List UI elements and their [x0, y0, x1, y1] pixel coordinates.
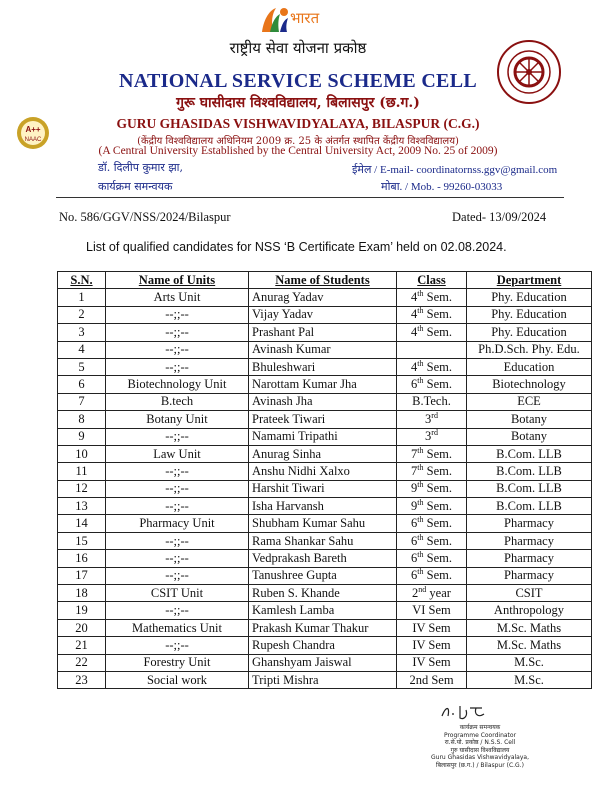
cell-department: Botany — [467, 411, 592, 428]
table-row — [58, 376, 592, 393]
cell-sn: 7 — [58, 393, 106, 410]
email-line: ईमेल / E-mail- coordinatornss.ggv@gmail.com — [352, 164, 558, 176]
header-class: Class — [397, 272, 467, 289]
table-row — [58, 637, 592, 654]
table-row — [58, 289, 592, 306]
cell-sn: 5 — [58, 358, 106, 375]
cell-student: Avinash Jha — [249, 393, 397, 410]
cell-student: Vijay Yadav — [249, 306, 397, 323]
hindi-cell-title: राष्ट्रीय सेवा योजना प्रकोष्ठ — [229, 39, 367, 57]
cell-student: Prateek Tiwari — [249, 411, 397, 428]
table-row — [58, 341, 592, 358]
candidates-table — [57, 271, 592, 689]
list-title: List of qualified candidates for NSS ‘B Certificate Exam’ held on 02.08.2024. — [86, 240, 507, 254]
cell-department: Phy. Education — [467, 306, 592, 323]
cell-unit: Social work — [106, 671, 249, 688]
cell-department: Ph.D.Sch. Phy. Edu. — [467, 341, 592, 358]
cell-unit: --;;-- — [106, 550, 249, 567]
cell-department: B.Com. LLB — [467, 498, 592, 515]
cell-class: 3rd — [397, 428, 467, 445]
cell-sn: 16 — [58, 550, 106, 567]
cell-student: Prashant Pal — [249, 324, 397, 341]
cell-unit: --;;-- — [106, 602, 249, 619]
cell-sn: 14 — [58, 515, 106, 532]
stamp-univ: Guru Ghasidas Vishwavidyalaya, — [431, 754, 529, 761]
header-student: Name of Students — [249, 272, 397, 289]
cell-class: 6th Sem. — [397, 532, 467, 549]
table-row — [58, 567, 592, 584]
cell-student: Rama Shankar Sahu — [249, 532, 397, 549]
table-row — [58, 480, 592, 497]
cell-sn: 23 — [58, 671, 106, 688]
cell-unit: --;;-- — [106, 567, 249, 584]
cell-department: M.Sc. Maths — [467, 619, 592, 636]
english-act-line: (A Central University Established by the Central University Act, 2009 No. 25 of 2009) — [98, 145, 498, 157]
cell-class: IV Sem — [397, 637, 467, 654]
cell-class: 9th Sem. — [397, 480, 467, 497]
cell-unit: --;;-- — [106, 463, 249, 480]
signature-icon — [438, 702, 498, 724]
cell-student: Shubham Kumar Sahu — [249, 515, 397, 532]
cell-sn: 1 — [58, 289, 106, 306]
cell-sn: 4 — [58, 341, 106, 358]
cell-student: Anurag Sinha — [249, 445, 397, 462]
table-row — [58, 550, 592, 567]
svg-text:NAAC: NAAC — [24, 137, 42, 143]
cell-department: Botany — [467, 428, 592, 445]
bharat-logo-text: भारत — [290, 9, 320, 27]
cell-unit: --;;-- — [106, 341, 249, 358]
cell-class: 3rd — [397, 411, 467, 428]
cell-unit: --;;-- — [106, 306, 249, 323]
cell-class: 7th Sem. — [397, 445, 467, 462]
stamp-cell: रा.से.यो. प्रकोष्ठ / N.S.S. Cell — [444, 739, 516, 746]
table-row — [58, 498, 592, 515]
cell-department: B.Com. LLB — [467, 463, 592, 480]
header-unit: Name of Units — [106, 272, 249, 289]
cell-unit: CSIT Unit — [106, 585, 249, 602]
cell-department: Pharmacy — [467, 550, 592, 567]
cell-sn: 3 — [58, 324, 106, 341]
cell-sn: 22 — [58, 654, 106, 671]
cell-unit: --;;-- — [106, 480, 249, 497]
cell-sn: 6 — [58, 376, 106, 393]
cell-department: ECE — [467, 393, 592, 410]
cell-unit: Botany Unit — [106, 411, 249, 428]
table-row — [58, 324, 592, 341]
header-department: Department — [467, 272, 592, 289]
cell-student: Tanushree Gupta — [249, 567, 397, 584]
cell-class: IV Sem — [397, 654, 467, 671]
cell-department: Education — [467, 358, 592, 375]
cell-department: M.Sc. — [467, 671, 592, 688]
table-row — [58, 602, 592, 619]
header-sn: S.N. — [58, 272, 106, 289]
coordinator-title: कार्यक्रम समन्वयक — [98, 180, 173, 193]
cell-student: Kamlesh Lamba — [249, 602, 397, 619]
table-row — [58, 532, 592, 549]
cell-sn: 21 — [58, 637, 106, 654]
coordinator-signature-stamp — [420, 702, 560, 782]
cell-student: Namami Tripathi — [249, 428, 397, 445]
cell-department: B.Com. LLB — [467, 480, 592, 497]
cell-department: Anthropology — [467, 602, 592, 619]
mobile-line: मोबा. / Mob. - 99260-03033 — [381, 181, 503, 193]
coordinator-name: डॉ. दिलीप कुमार झा, — [98, 161, 184, 174]
cell-sn: 17 — [58, 567, 106, 584]
cell-department: Phy. Education — [467, 289, 592, 306]
cell-sn: 15 — [58, 532, 106, 549]
stamp-place: बिलासपुर (छ.ग.) / Bilaspur (C.G.) — [436, 761, 524, 769]
letter-date: Dated- 13/09/2024 — [452, 210, 547, 224]
cell-unit: Pharmacy Unit — [106, 515, 249, 532]
cell-sn: 9 — [58, 428, 106, 445]
cell-student: Isha Harvansh — [249, 498, 397, 515]
cell-department: M.Sc. — [467, 654, 592, 671]
cell-student: Prakash Kumar Thakur — [249, 619, 397, 636]
cell-student: Avinash Kumar — [249, 341, 397, 358]
bharat-logo — [258, 4, 328, 36]
hindi-university-name: गुरू घासीदास विश्वविद्यालय, बिलासपुर (छ.ग.) — [176, 95, 420, 111]
cell-class — [397, 341, 467, 358]
cell-unit: Law Unit — [106, 445, 249, 462]
table-row — [58, 671, 592, 688]
cell-student: Anurag Yadav — [249, 289, 397, 306]
cell-class: 7th Sem. — [397, 463, 467, 480]
cell-sn: 20 — [58, 619, 106, 636]
header-divider — [56, 197, 564, 198]
cell-class: B.Tech. — [397, 393, 467, 410]
cell-class: 6th Sem. — [397, 567, 467, 584]
cell-unit: --;;-- — [106, 324, 249, 341]
cell-class: 4th Sem. — [397, 289, 467, 306]
table-row — [58, 358, 592, 375]
letter-number: No. 586/GGV/NSS/2024/Bilaspur — [59, 210, 231, 224]
table-row — [58, 585, 592, 602]
table-row — [58, 619, 592, 636]
cell-class: 9th Sem. — [397, 498, 467, 515]
svg-text:A++: A++ — [25, 125, 41, 134]
cell-department: Pharmacy — [467, 515, 592, 532]
english-university-name: GURU GHASIDAS VISHWAVIDYALAYA, BILASPUR (C.G.) — [116, 116, 480, 131]
cell-sn: 12 — [58, 480, 106, 497]
cell-class: 6th Sem. — [397, 550, 467, 567]
table-row — [58, 515, 592, 532]
cell-student: Vedprakash Bareth — [249, 550, 397, 567]
cell-sn: 8 — [58, 411, 106, 428]
cell-sn: 11 — [58, 463, 106, 480]
cell-unit: --;;-- — [106, 428, 249, 445]
cell-department: Pharmacy — [467, 567, 592, 584]
table-row — [58, 393, 592, 410]
cell-class: IV Sem — [397, 619, 467, 636]
cell-student: Tripti Mishra — [249, 671, 397, 688]
cell-student: Ghanshyam Jaiswal — [249, 654, 397, 671]
stamp-hindi-designation: कार्यक्रम समन्वयक — [459, 724, 501, 731]
cell-unit: --;;-- — [106, 637, 249, 654]
cell-department: Phy. Education — [467, 324, 592, 341]
cell-sn: 18 — [58, 585, 106, 602]
cell-student: Harshit Tiwari — [249, 480, 397, 497]
cell-class: 4th Sem. — [397, 306, 467, 323]
cell-department: CSIT — [467, 585, 592, 602]
hindi-act-line: (केंद्रीय विश्वविद्यालय अधिनियम 2009 क्र. 25 के अंतर्गत स्थापित केंद्रीय विश्वविद्यालय) — [137, 136, 459, 147]
cell-sn: 10 — [58, 445, 106, 462]
table-header-row — [58, 272, 592, 289]
cell-student: Rupesh Chandra — [249, 637, 397, 654]
table-row — [58, 428, 592, 445]
cell-student: Bhuleshwari — [249, 358, 397, 375]
stamp-hindi-univ: गुरु घासीदास विश्वविद्यालय — [450, 746, 510, 754]
cell-unit: Mathematics Unit — [106, 619, 249, 636]
table-row — [58, 463, 592, 480]
cell-department: Biotechnology — [467, 376, 592, 393]
cell-student: Anshu Nidhi Xalxo — [249, 463, 397, 480]
cell-class: 6th Sem. — [397, 376, 467, 393]
cell-class: 2nd year — [397, 585, 467, 602]
table-row — [58, 411, 592, 428]
cell-department: M.Sc. Maths — [467, 637, 592, 654]
cell-sn: 19 — [58, 602, 106, 619]
cell-class: 4th Sem. — [397, 358, 467, 375]
cell-class: 6th Sem. — [397, 515, 467, 532]
stamp-designation: Programme Coordinator — [443, 731, 517, 739]
cell-unit: --;;-- — [106, 498, 249, 515]
cell-student: Ruben S. Khande — [249, 585, 397, 602]
table-row — [58, 654, 592, 671]
cell-unit: Biotechnology Unit — [106, 376, 249, 393]
cell-unit: --;;-- — [106, 532, 249, 549]
cell-unit: Forestry Unit — [106, 654, 249, 671]
cell-sn: 13 — [58, 498, 106, 515]
cell-unit: Arts Unit — [106, 289, 249, 306]
table-row — [58, 306, 592, 323]
cell-department: Pharmacy — [467, 532, 592, 549]
english-cell-title: NATIONAL SERVICE SCHEME CELL — [119, 70, 477, 92]
table-row — [58, 445, 592, 462]
cell-class: 2nd Sem — [397, 671, 467, 688]
cell-unit: B.tech — [106, 393, 249, 410]
cell-class: 4th Sem. — [397, 324, 467, 341]
cell-sn: 2 — [58, 306, 106, 323]
cell-class: VI Sem — [397, 602, 467, 619]
cell-department: B.Com. LLB — [467, 445, 592, 462]
cell-student: Narottam Kumar Jha — [249, 376, 397, 393]
cell-unit: --;;-- — [106, 358, 249, 375]
